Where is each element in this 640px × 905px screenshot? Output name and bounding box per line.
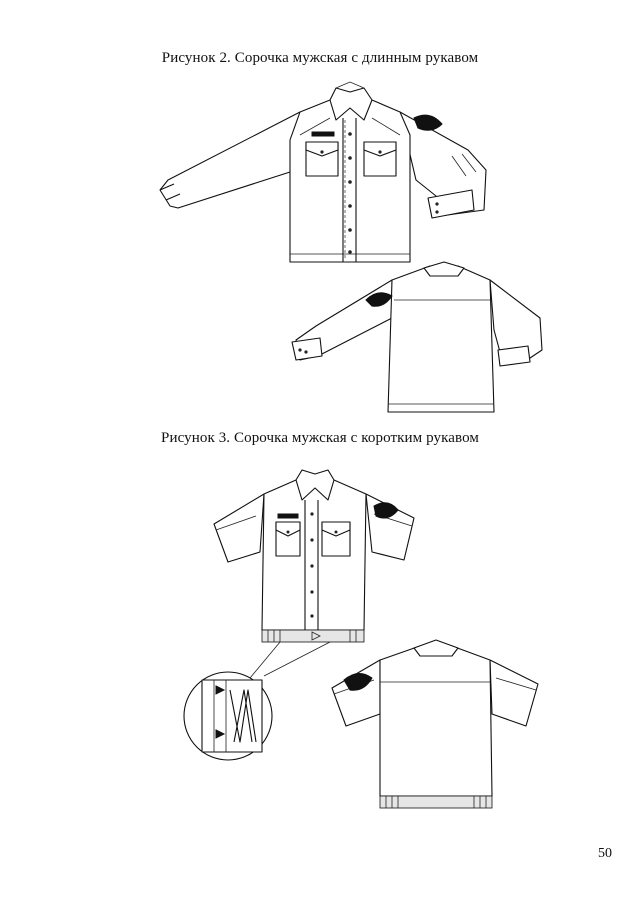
short-sleeve-shirt-front — [214, 470, 414, 642]
figure-2-caption: Рисунок 2. Сорочка мужская с длинным рукавом — [161, 50, 479, 66]
long-sleeve-shirt-back — [292, 262, 542, 412]
page-number: 50 — [598, 846, 612, 861]
figure-3-caption: Рисунок 3. Сорочка мужская с коротким рукавом — [161, 430, 479, 446]
short-sleeve-shirt-back — [332, 640, 538, 808]
long-sleeve-shirt-front — [160, 82, 486, 262]
waistband-detail-callout — [184, 642, 330, 760]
